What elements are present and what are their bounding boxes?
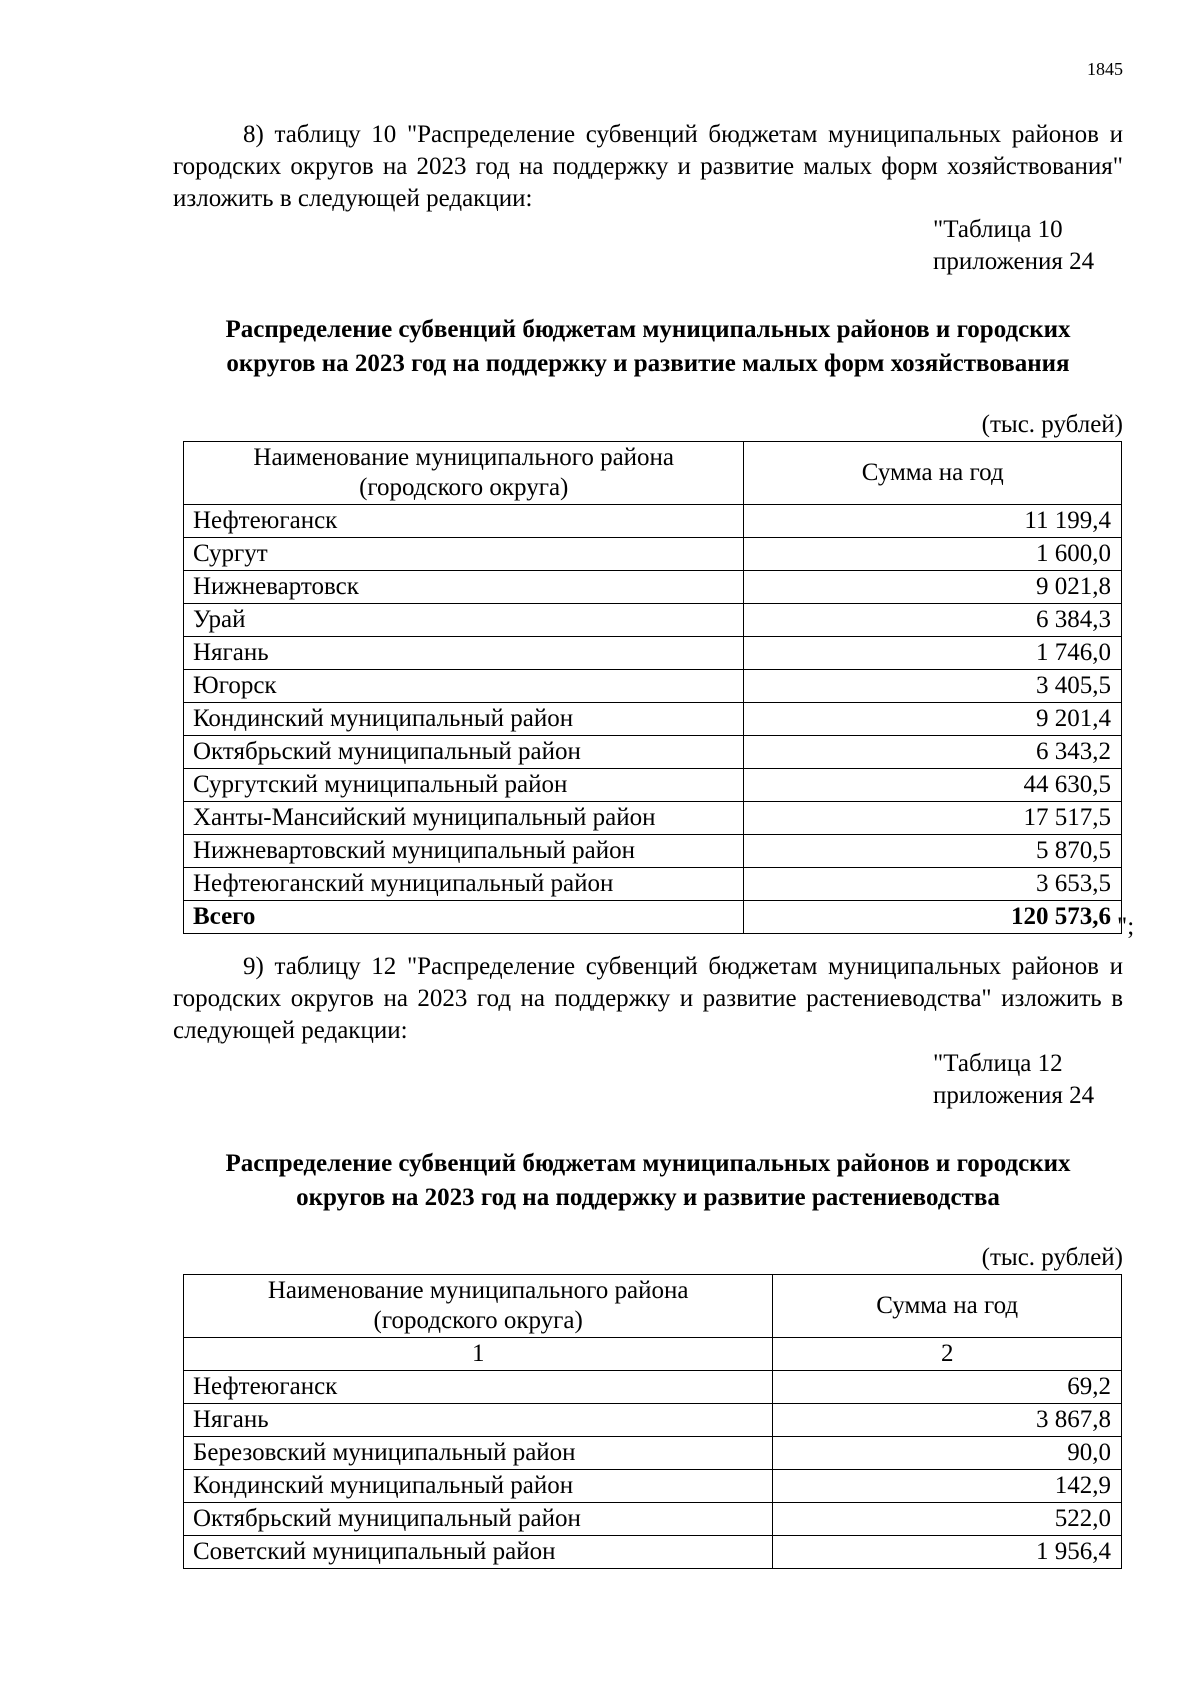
table-row: [184, 703, 1122, 736]
row-value: 1 746,0: [744, 637, 1122, 670]
table-row: [184, 835, 1122, 868]
table-12-header-row: [184, 1275, 1122, 1338]
table-row: [184, 1470, 1122, 1503]
row-name: Сургут: [184, 538, 744, 571]
row-name: Нефтеюганск: [184, 505, 744, 538]
section-8-paragraph: [173, 119, 1123, 215]
row-name: Урай: [184, 604, 744, 637]
header-name-line1: Наименование муниципального района: [253, 444, 675, 471]
row-value: 3 653,5: [744, 868, 1122, 901]
table-row: [184, 670, 1122, 703]
row-value: 69,2: [773, 1371, 1122, 1404]
table-12-ref-line1: "Таблица 12: [933, 1050, 1063, 1077]
table-row: [184, 1503, 1122, 1536]
row-value: 9 201,4: [744, 703, 1122, 736]
row-value: 6 384,3: [744, 604, 1122, 637]
table-10-heading-line2: округов на 2023 год на поддержку и развитие малых форм хозяйствования: [226, 350, 1070, 377]
row-name: Нягань: [184, 1404, 773, 1437]
row-name: Березовский муниципальный район: [184, 1437, 773, 1470]
row-value: 1 600,0: [744, 538, 1122, 571]
row-name: Кондинский муниципальный район: [184, 703, 744, 736]
table-12-header-name: [184, 1275, 773, 1338]
row-value: 3 867,8: [773, 1404, 1122, 1437]
column-number-2: 2: [773, 1338, 1122, 1371]
table-12-column-numbers: [184, 1338, 1122, 1371]
table-10-closing-mark: ";: [1117, 913, 1135, 940]
row-name: Советский муниципальный район: [184, 1536, 773, 1569]
row-value: 142,9: [773, 1470, 1122, 1503]
row-value: 5 870,5: [744, 835, 1122, 868]
table-row: [184, 868, 1122, 901]
table-row: [184, 505, 1122, 538]
row-name: Нижневартовский муниципальный район: [184, 835, 744, 868]
table-12: [183, 1274, 1122, 1569]
row-name: Ханты-Мансийский муниципальный район: [184, 802, 744, 835]
table-row: [184, 736, 1122, 769]
row-name: Югорск: [184, 670, 744, 703]
table-12-header-sum: Сумма на год: [773, 1275, 1122, 1338]
section-8-text: 8) таблицу 10 "Распределение субвенций бюджетам муниципальных районов и городских округов на 2023 год на поддержку и развитие малых форм хозяйствования" изложить в следующей редакции:: [173, 121, 1123, 212]
table-12-heading-line2: округов на 2023 год на поддержку и развитие растениеводства: [296, 1184, 1000, 1211]
row-value: 9 021,8: [744, 571, 1122, 604]
table-10: [183, 441, 1122, 934]
table-row: [184, 769, 1122, 802]
row-value: 522,0: [773, 1503, 1122, 1536]
row-name: Сургутский муниципальный район: [184, 769, 744, 802]
row-value: 90,0: [773, 1437, 1122, 1470]
row-name: Нефтеюганск: [184, 1371, 773, 1404]
table-12-ref-line2: приложения 24: [933, 1082, 1095, 1109]
table-row: [184, 637, 1122, 670]
table-10-ref-line2: приложения 24: [933, 248, 1095, 275]
header-name-line1: Наименование муниципального района: [267, 1277, 689, 1304]
header-name-line2: (городского округа): [359, 474, 569, 501]
table-row: [184, 1437, 1122, 1470]
row-name: Октябрьский муниципальный район: [184, 1503, 773, 1536]
table-12-unit: (тыс. рублей): [981, 1244, 1123, 1271]
table-row: [184, 1404, 1122, 1437]
table-row: [184, 1536, 1122, 1569]
row-name: Нефтеюганский муниципальный район: [184, 868, 744, 901]
table-10-total-row: [184, 901, 1122, 934]
row-name: Нижневартовск: [184, 571, 744, 604]
row-value: 3 405,5: [744, 670, 1122, 703]
page-number: 1845: [1087, 59, 1123, 79]
table-10-heading: [173, 313, 1123, 381]
table-10-header-name: [184, 442, 744, 505]
section-9-text: 9) таблицу 12 "Распределение субвенций бюджетам муниципальных районов и городских округов на 2023 год на поддержку и развитие растениеводства" изложить в следующей редакции:: [173, 953, 1123, 1044]
row-name: Октябрьский муниципальный район: [184, 736, 744, 769]
table-row: [184, 604, 1122, 637]
table-row: [184, 802, 1122, 835]
row-value: 1 956,4: [773, 1536, 1122, 1569]
row-value: 6 343,2: [744, 736, 1122, 769]
table-row: [184, 1371, 1122, 1404]
row-value: 11 199,4: [744, 505, 1122, 538]
section-9-paragraph: [173, 951, 1123, 1047]
row-value: 44 630,5: [744, 769, 1122, 802]
row-value: 17 517,5: [744, 802, 1122, 835]
table-10-header-sum: Сумма на год: [744, 442, 1122, 505]
table-12-heading: [173, 1147, 1123, 1215]
table-row: [184, 571, 1122, 604]
table-10-ref-line1: "Таблица 10: [933, 216, 1063, 243]
column-number-1: 1: [184, 1338, 773, 1371]
header-name-line2: (городского округа): [373, 1307, 583, 1334]
row-name: Кондинский муниципальный район: [184, 1470, 773, 1503]
table-row: [184, 538, 1122, 571]
total-value: 120 573,6: [744, 901, 1122, 934]
table-12-heading-line1: Распределение субвенций бюджетам муниципальных районов и городских: [225, 1150, 1071, 1177]
total-label: Всего: [184, 901, 744, 934]
row-name: Нягань: [184, 637, 744, 670]
table-10-heading-line1: Распределение субвенций бюджетам муниципальных районов и городских: [225, 316, 1071, 343]
table-10-header-row: [184, 442, 1122, 505]
table-10-unit: (тыс. рублей): [981, 411, 1123, 438]
